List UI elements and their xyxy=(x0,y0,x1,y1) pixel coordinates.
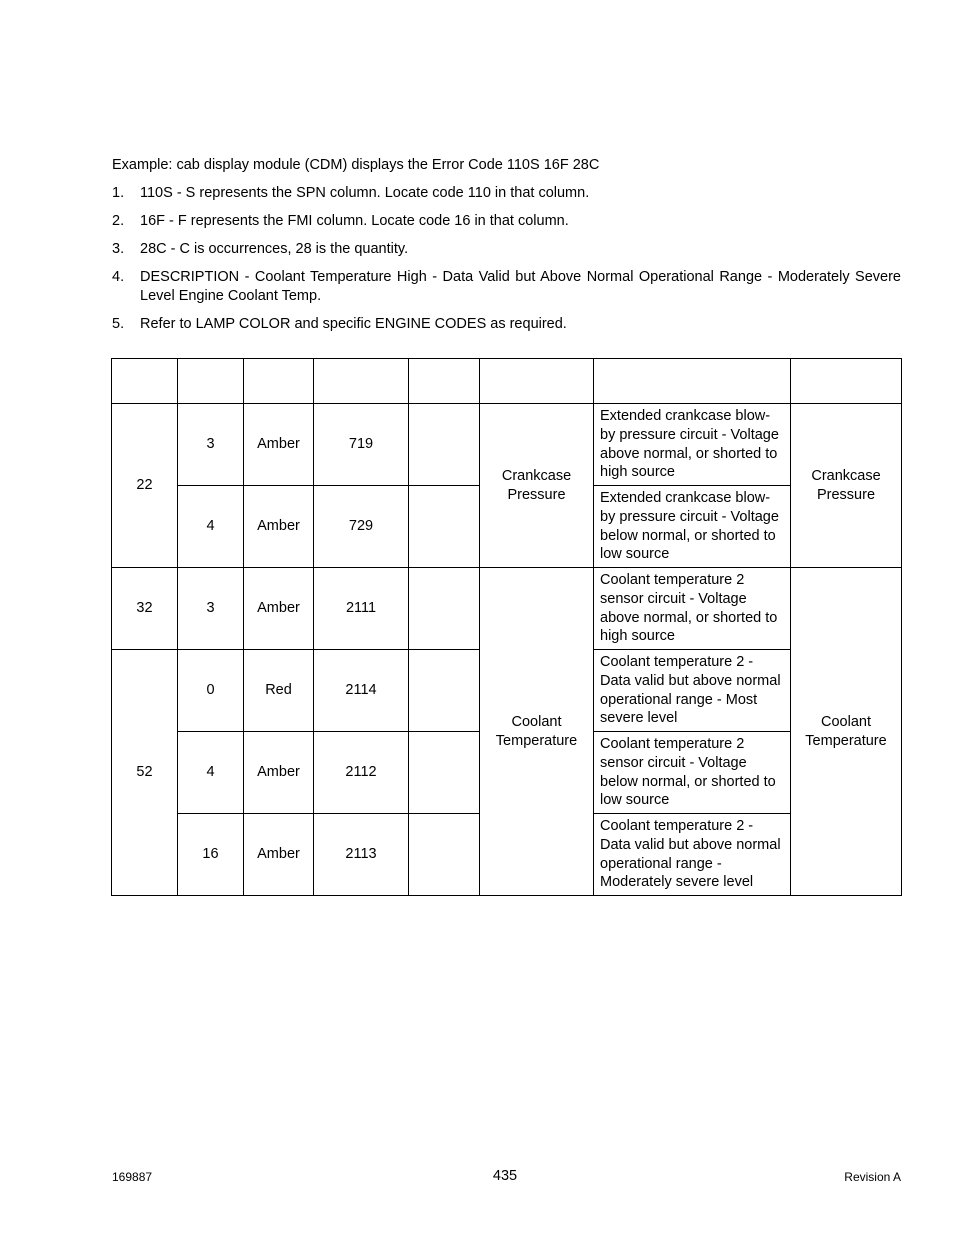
table-row xyxy=(112,404,902,486)
header-cell xyxy=(178,359,244,404)
fmi-cell: 0 xyxy=(178,650,244,732)
description-cell: Extended crankcase blow-by pressure circuit - Voltage above normal, or shorted to high source xyxy=(594,404,791,486)
engine-code-cell: 2114 xyxy=(314,650,409,732)
step-text: 28C - C is occurrences, 28 is the quantity. xyxy=(140,241,409,257)
step-item xyxy=(112,184,901,203)
lamp-color-cell: Amber xyxy=(244,404,314,486)
description-cell: Coolant temperature 2 - Data valid but above normal operational range - Most severe level xyxy=(594,650,791,732)
empty-cell xyxy=(409,404,480,486)
empty-cell xyxy=(409,814,480,896)
empty-cell xyxy=(409,568,480,650)
step-item xyxy=(112,212,901,231)
table-row xyxy=(112,568,902,650)
fmi-cell: 4 xyxy=(178,732,244,814)
group-cell: Coolant Temperature xyxy=(791,568,902,896)
step-item xyxy=(112,268,901,306)
header-cell xyxy=(791,359,902,404)
spn-cell: 52 xyxy=(112,650,178,896)
fmi-cell: 16 xyxy=(178,814,244,896)
step-text: DESCRIPTION - Coolant Temperature High - Data Valid but Above Normal Operational Range - Moderately Severe Level Engine Coolant Temp. xyxy=(140,269,901,304)
engine-code-cell: 2111 xyxy=(314,568,409,650)
step-text: 110S - S represents the SPN column. Locate code 110 in that column. xyxy=(140,185,590,201)
steps-list xyxy=(112,184,901,334)
engine-code-cell: 719 xyxy=(314,404,409,486)
lamp-color-cell: Amber xyxy=(244,486,314,568)
fmi-cell: 4 xyxy=(178,486,244,568)
page-number: 435 xyxy=(492,1168,518,1184)
component-cell: Crankcase Pressure xyxy=(480,404,594,568)
empty-cell xyxy=(409,732,480,814)
step-number: 1. xyxy=(112,185,125,201)
error-code-table xyxy=(111,358,902,896)
header-cell xyxy=(244,359,314,404)
revision-label: Revision A xyxy=(844,1170,901,1184)
spn-cell: 32 xyxy=(112,568,178,650)
header-cell xyxy=(314,359,409,404)
description-cell: Coolant temperature 2 sensor circuit - Voltage above normal, or shorted to high source xyxy=(594,568,791,650)
engine-code-cell: 2112 xyxy=(314,732,409,814)
header-cell xyxy=(112,359,178,404)
step-text: 16F - F represents the FMI column. Locate code 16 in that column. xyxy=(140,213,569,229)
step-number: 3. xyxy=(112,241,125,257)
lamp-color-cell: Amber xyxy=(244,732,314,814)
fmi-cell: 3 xyxy=(178,404,244,486)
group-cell: Crankcase Pressure xyxy=(791,404,902,568)
step-text: Refer to LAMP COLOR and specific ENGINE CODES as required. xyxy=(140,316,567,332)
fmi-cell: 3 xyxy=(178,568,244,650)
empty-cell xyxy=(409,486,480,568)
document-number: 169887 xyxy=(112,1170,153,1184)
error-code-table-container xyxy=(111,358,902,896)
lamp-color-cell: Red xyxy=(244,650,314,732)
description-cell: Coolant temperature 2 - Data valid but above normal operational range - Moderately severe level xyxy=(594,814,791,896)
engine-code-cell: 2113 xyxy=(314,814,409,896)
header-cell xyxy=(480,359,594,404)
step-number: 5. xyxy=(112,316,125,332)
step-item xyxy=(112,315,901,334)
table-header-row xyxy=(112,359,902,404)
example-text: Example: cab display module (CDM) displays the Error Code 110S 16F 28C xyxy=(112,157,600,173)
spn-cell: 22 xyxy=(112,404,178,568)
step-number: 4. xyxy=(112,269,125,285)
lamp-color-cell: Amber xyxy=(244,568,314,650)
header-cell xyxy=(409,359,480,404)
engine-code-cell: 729 xyxy=(314,486,409,568)
instructions-section xyxy=(112,156,901,343)
header-cell xyxy=(594,359,791,404)
lamp-color-cell: Amber xyxy=(244,814,314,896)
description-cell: Coolant temperature 2 sensor circuit - Voltage below normal, or shorted to low source xyxy=(594,732,791,814)
empty-cell xyxy=(409,650,480,732)
description-cell: Extended crankcase blow-by pressure circuit - Voltage below normal, or shorted to low source xyxy=(594,486,791,568)
step-item xyxy=(112,240,901,259)
step-number: 2. xyxy=(112,213,125,229)
component-cell: Coolant Temperature xyxy=(480,568,594,896)
